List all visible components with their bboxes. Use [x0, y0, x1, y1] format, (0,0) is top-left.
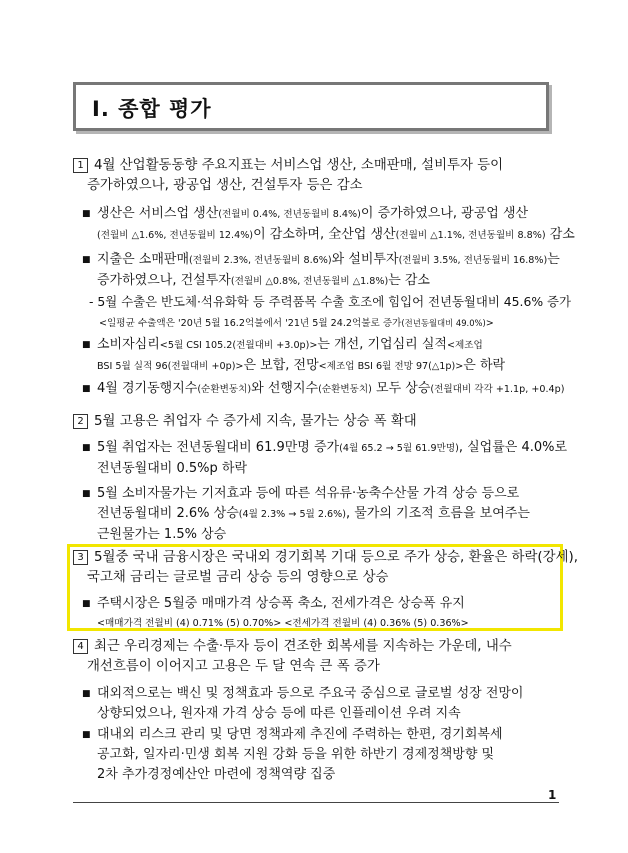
bullet-icon: ■ [82, 340, 91, 350]
text: 와 설비투자 [331, 252, 399, 267]
page-title: Ⅰ. 종합 평가 [92, 97, 212, 121]
section-3-head-line2: 국고채 금리는 글로벌 금리 상승 등의 영향으로 상승 [87, 570, 389, 585]
page-number: 1 [548, 788, 557, 802]
bullet-icon: ■ [82, 599, 91, 609]
section-2-heading [73, 412, 417, 432]
text: 공고화, 일자리·민생 회복 지원 강화 등을 위한 하반기 경제정책방향 및 [97, 747, 495, 762]
text: <매매가격 전월비 (4) 0.71% (5) 0.70%> <전세가격 전월비 (4) 0.36% (5) 0.36%> [97, 618, 469, 629]
section-1-bullet-3 [97, 335, 505, 377]
text: (전월비 △1.1%, 전년동월비 8.8%) [395, 230, 546, 241]
section-1-heading [73, 156, 503, 196]
text: 2차 추가경정예산안 마련에 정책역량 집중 [97, 767, 336, 782]
text: 대외적으로는 백신 및 정책효과 등으로 주요국 중심으로 글로벌 성장 전망이 [97, 686, 524, 701]
bullet-icon: ■ [82, 689, 91, 699]
section-4-head-line1: 최근 우리경제는 수출·투자 등이 견조한 회복세를 지속하는 가운데, 내수 [94, 639, 512, 654]
section-4-bullet-1 [97, 684, 524, 724]
section-number-2: 2 [73, 414, 88, 429]
footer-divider [73, 802, 559, 803]
section-1-bullet-4 [97, 379, 564, 400]
text: <5월 CSI 105.2(전월대비 +3.0p)> [159, 340, 318, 351]
text: <일평균 수출액은 '20년 5월 16.2억불에서 '21년 5월 24.2억불로 증가 [99, 318, 402, 329]
text: BSI 5월 실적 96(전월대비 +0p)> [97, 361, 244, 372]
section-3-bullet-1 [97, 594, 469, 634]
text: 전년동월대비 2.6% 상승 [97, 506, 239, 521]
section-1-detail [89, 292, 571, 334]
text: 는 개선, 기업심리 실적 [317, 337, 447, 352]
text: 와 선행지수 [251, 381, 319, 396]
text: 이 감소하며, 全산업 생산 [253, 227, 396, 242]
section-number-1: 1 [73, 158, 88, 173]
text: 소비자심리 [97, 337, 160, 352]
text: 주택시장은 5월중 매매가격 상승폭 축소, 전세가격은 상승폭 유지 [97, 596, 465, 611]
bullet-icon: ■ [82, 730, 91, 740]
text: 은 보합, 전망 [243, 358, 319, 373]
text: (전월비 0.4%, 전년동월비 8.4%) [218, 209, 361, 220]
text: (전월비 2.3%, 전년동월비 8.6%) [189, 255, 332, 266]
text: 전년동월대비 0.5%p 하락 [97, 461, 248, 476]
text: > [485, 318, 494, 329]
text: (전월비 △1.6%, 전년동월비 12.4%) [97, 230, 254, 241]
text: (4월 2.3% → 5월 2.6%) [238, 509, 346, 520]
text: 5월 취업자는 전년동월대비 61.9만명 증가 [97, 440, 340, 455]
section-3-head-line1: 5월중 국내 금융시장은 국내외 경기회복 기대 등으로 주가 상승, 환율은 하락(강세), [94, 550, 578, 565]
text: 지출은 소매판매 [97, 252, 190, 267]
section-1-bullet-2 [97, 250, 560, 292]
bullet-icon: ■ [82, 255, 91, 265]
text: 감소 [545, 227, 575, 242]
section-4-head-line2: 개선흐름이 이어지고 고용은 두 달 연속 큰 폭 증가 [87, 659, 380, 674]
text: (순환변동치) [197, 384, 252, 395]
text: 모두 상승 [371, 381, 431, 396]
text: 증가하였으나, 건설투자 [97, 273, 231, 288]
text: (4월 65.2 → 5월 61.9만명) [339, 443, 459, 454]
section-3-heading [73, 548, 578, 588]
text: 대내외 리스크 관리 및 당면 정책과제 추진에 주력하는 한편, 경기회복세 [97, 727, 503, 742]
bullet-icon: ■ [82, 384, 91, 394]
text: 4월 경기동행지수 [97, 381, 198, 396]
section-1-bullet-1 [97, 204, 575, 246]
text: 은 하락 [463, 358, 506, 373]
text: <제조업 [446, 340, 483, 351]
text: 는 감소 [388, 273, 430, 288]
section-4-bullet-2 [97, 725, 503, 785]
detail-line1: - 5월 수출은 반도체·석유화학 등 주력품목 수출 호조에 힘입어 전년동월대비 45.6% 증가 [89, 294, 571, 309]
text: (전월비 3.5%, 전년동월비 16.8%) [398, 255, 548, 266]
text: , 실업률은 4.0%로 [458, 440, 568, 455]
text: 근원물가는 1.5% 상승 [97, 527, 227, 542]
text: (전월비 △0.8%, 전년동월비 △1.8%) [230, 276, 389, 287]
section-2-bullet-1 [97, 438, 567, 479]
section-2-bullet-2 [97, 484, 530, 545]
text: <제조업 BSI 6월 전망 97(△1p)> [318, 361, 464, 372]
title-box [73, 82, 549, 131]
section-number-3: 3 [73, 550, 88, 565]
bullet-icon: ■ [82, 209, 91, 219]
text: (전월대비 각각 +1.1p, +0.4p) [430, 384, 565, 395]
section-2-head-line1: 5월 고용은 취업자 수 증가세 지속, 물가는 상승 폭 확대 [94, 414, 417, 429]
text: , 물가의 기조적 흐름을 보여주는 [345, 506, 530, 521]
bullet-icon: ■ [82, 443, 91, 453]
text: 이 증가하였으나, 광공업 생산 [360, 206, 529, 221]
text: 는 [547, 252, 560, 267]
text: 상향되었으나, 원자재 가격 상승 등에 따른 인플레이션 우려 지속 [97, 706, 461, 721]
text: 5월 소비자물가는 기저효과 등에 따른 석유류·농축수산물 가격 상승 등으로 [97, 486, 520, 501]
text: 생산은 서비스업 생산 [97, 206, 219, 221]
section-4-heading [73, 637, 512, 677]
text: (전년동월대비 49.0%) [401, 318, 486, 328]
text: (순환변동치) [318, 384, 372, 395]
section-1-head-line2: 증가하였으나, 광공업 생산, 건설투자 등은 감소 [87, 178, 363, 193]
bullet-icon: ■ [82, 489, 91, 499]
section-1-head-line1: 4월 산업활동동향 주요지표는 서비스업 생산, 소매판매, 설비투자 등이 [94, 158, 504, 173]
section-number-4: 4 [73, 639, 88, 654]
